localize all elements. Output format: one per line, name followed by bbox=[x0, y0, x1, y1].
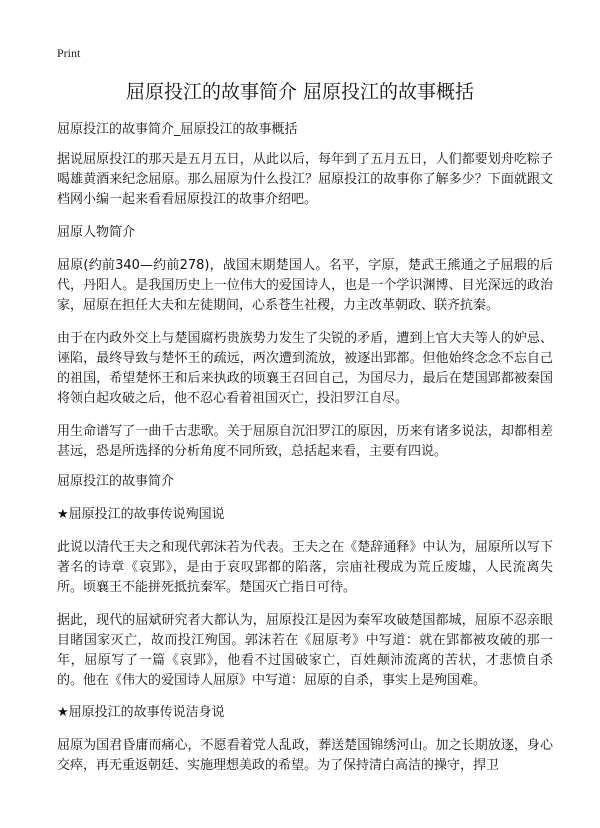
bio-paragraph-1: 屈原(约前340—约前278)，战国末期楚国人。名平，字原，楚武王熊通之子屈瑕的后代，丹阳人。是我国历史上一位伟大的爱国诗人，也是一个学识渊博、目光深远的政治家，屈原在担任大夫和左徒期间，心系苍生社稷，力主改革朝政、联齐抗秦。 bbox=[57, 258, 553, 313]
intro-paragraph: 据说屈原投江的那天是五月五日，从此以后，每年到了五月五日，人们都要划舟吃粽子喝雄黄酒来纪念屈原。那么屈原为什么投江？屈原投江的故事你了解多少？下面就跟文档网小编一起来看看屈原投江的故事介绍吧。 bbox=[57, 152, 553, 207]
section-heading-story: 屈原投江的故事简介 bbox=[57, 474, 175, 489]
martyr-paragraph-1: 此说以清代王夫之和现代郭沫若为代表。王夫之在《楚辞通释》中认为，屈原所以写下著名的诗章《哀郢》，是由于哀叹郢都的陷落，宗庙社稷成为荒丘废墟，人民流离失所。顷襄王不能拼死抵抗秦军。楚国灭亡指日可待。 bbox=[57, 540, 553, 595]
section-heading-bio: 屈原人物简介 bbox=[57, 225, 136, 240]
purity-paragraph: 屈原为国君昏庸而痛心，不愿看着党人乱政，葬送楚国锦绣河山。加之长期放逐，身心交瘁，再无重返朝廷、实施理想美政的希望。为了保持清白高洁的操守，捍卫 bbox=[57, 738, 553, 773]
print-link[interactable]: Print bbox=[57, 46, 81, 60]
article-body bbox=[57, 120, 553, 776]
subheading-martyr: ★屈原投江的故事传说殉国说 bbox=[57, 507, 225, 522]
article-subtitle: 屈原投江的故事简介_屈原投江的故事概括 bbox=[57, 122, 298, 137]
subheading-purity: ★屈原投江的故事传说洁身说 bbox=[57, 705, 225, 720]
martyr-paragraph-2: 据此，现代的屈斌研究者大都认为，屈原投江是因为秦军攻破楚国都城，屈原不忍亲眼目睹国家灭亡，故而投江殉国。郭沫若在《屈原考》中写道：就在郢都被攻破的那一年，屈原写了一篇《哀郢》，他看不过国破家亡，百姓颠沛流离的苦状，才悲愤自杀的。他在《伟大的爱国诗人屈原》中写道：屈原的自杀，事实上是殉国难。 bbox=[57, 613, 553, 688]
bio-paragraph-2: 由于在内政外交上与楚国腐朽贵族势力发生了尖锐的矛盾，遭到上官大夫等人的妒忌、诬陷，最终导致与楚怀王的疏远，两次遭到流放，被逐出郢都。但他始终念念不忘自己的祖国，希望楚怀王和后来执政的顷襄王召回自己，为国尽力，最后在楚国郢都被秦国将领白起攻破之后，他不忍心看着祖国灭亡，投汨罗江自尽。 bbox=[57, 331, 553, 406]
bio-paragraph-3: 用生命谱写了一曲千古悲歌。关于屈原自沉汨罗江的原因，历来有诸多说法，却都相差甚远，恐是所选择的分析角度不同所致，总括起来看，主要有四说。 bbox=[57, 424, 553, 459]
page-title: 屈原投江的故事简介 屈原投江的故事概括 bbox=[125, 81, 475, 103]
